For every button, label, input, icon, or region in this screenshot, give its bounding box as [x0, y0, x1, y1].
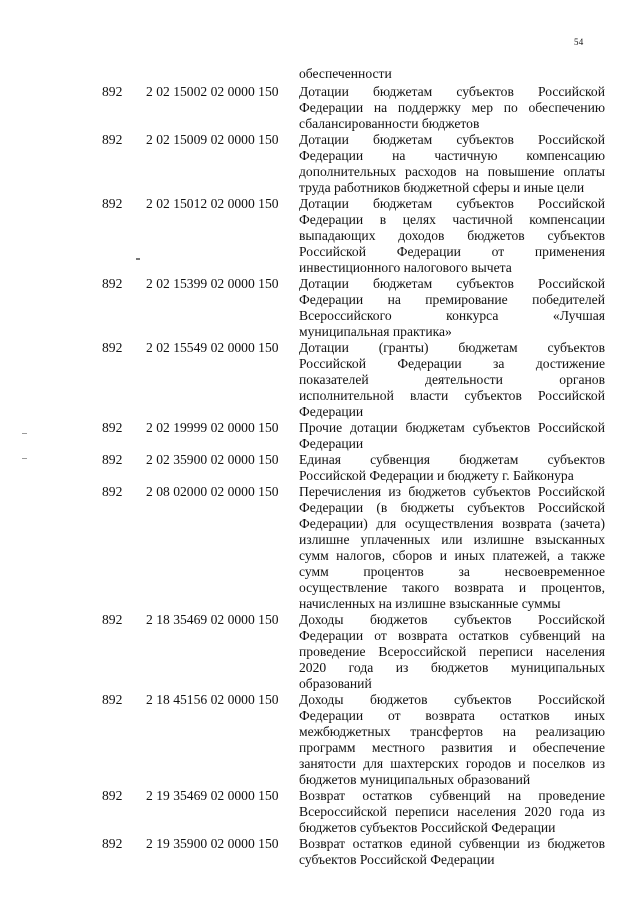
description-line: занятости для шахтерских городов и поселков из	[299, 756, 605, 771]
admin-code: 892	[102, 692, 123, 707]
income-code: 2 18 35469 02 0000 150	[146, 612, 279, 627]
description-line: выпадающих доходов бюджетов субъектов	[299, 228, 605, 243]
income-description	[299, 132, 605, 196]
description-line: программ местного развития и обеспечение	[299, 740, 605, 755]
income-code: 2 18 45156 02 0000 150	[146, 692, 279, 707]
table-row	[0, 132, 640, 196]
description-line: Дотации (гранты) бюджетам субъектов	[299, 340, 605, 355]
continued-text	[299, 66, 605, 82]
table-row	[0, 420, 640, 452]
description-line: Российской Федерации и бюджету г. Байконура	[299, 468, 574, 483]
income-description	[299, 612, 605, 692]
description-line: Перечисления из бюджетов субъектов Российской	[299, 484, 605, 499]
description-line: Российской Федерации за достижение	[299, 356, 605, 371]
description-line: осуществление такого возврата и процентов,	[299, 580, 605, 595]
description-line: Федерации) для осуществления возврата (зачета)	[299, 516, 605, 531]
income-description	[299, 836, 605, 868]
description-line: образований	[299, 676, 372, 691]
description-line: Федерации	[299, 436, 364, 451]
scan-mark	[22, 458, 27, 459]
admin-code: 892	[102, 484, 123, 499]
description-line: Федерации в целях частичной компенсации	[299, 212, 605, 227]
table-row	[0, 692, 640, 788]
income-code: 2 02 15012 02 0000 150	[146, 196, 279, 211]
description-line: исполнительной власти субъектов Российской	[299, 388, 605, 403]
income-description	[299, 692, 605, 788]
description-line: Дотации бюджетам субъектов Российской	[299, 84, 605, 99]
income-description	[299, 340, 605, 420]
description-line: сбалансированности бюджетов	[299, 116, 480, 131]
description-line: Прочие дотации бюджетам субъектов Российской	[299, 420, 605, 435]
description-line: Федерации на поддержку мер по обеспечению	[299, 100, 605, 115]
table-row	[0, 452, 640, 484]
income-code: 2 08 02000 02 0000 150	[146, 484, 279, 499]
income-code: 2 02 19999 02 0000 150	[146, 420, 279, 435]
income-code: 2 19 35469 02 0000 150	[146, 788, 279, 803]
income-code: 2 19 35900 02 0000 150	[146, 836, 279, 851]
description-line: Российской Федерации от применения	[299, 244, 605, 259]
income-code: 2 02 15002 02 0000 150	[146, 84, 279, 99]
description-line: дополнительных расходов на повышение оплаты	[299, 164, 605, 179]
table-row	[0, 612, 640, 692]
description-line: Дотации бюджетам субъектов Российской	[299, 132, 605, 147]
admin-code: 892	[102, 84, 123, 99]
description-line: начисленных на излишне взысканные суммы	[299, 596, 561, 611]
description-line: Возврат остатков субвенций на проведение	[299, 788, 605, 803]
admin-code: 892	[102, 420, 123, 435]
description-line: Федерации от возврата остатков иных	[299, 708, 605, 723]
admin-code: 892	[102, 452, 123, 467]
description-line: Всероссийского конкурса «Лучшая	[299, 308, 605, 323]
table-row	[0, 340, 640, 420]
income-code: 2 02 15399 02 0000 150	[146, 276, 279, 291]
table-row	[0, 276, 640, 340]
description-line: Федерации на частичную компенсацию	[299, 148, 605, 163]
income-description	[299, 452, 605, 484]
admin-code: 892	[102, 196, 123, 211]
description-line: Доходы бюджетов субъектов Российской	[299, 612, 605, 627]
admin-code: 892	[102, 276, 123, 291]
description-line: межбюджетных трансфертов на реализацию	[299, 724, 605, 739]
admin-code: 892	[102, 340, 123, 355]
table-row	[0, 836, 640, 868]
description-line: 2020 года из бюджетов муниципальных	[299, 660, 605, 675]
income-description	[299, 420, 605, 452]
description-line: бюджетов муниципальных образований	[299, 772, 531, 787]
scan-mark	[22, 433, 27, 434]
description-line: инвестиционного налогового вычета	[299, 260, 512, 275]
description-line: Всероссийской переписи населения 2020 года из	[299, 804, 605, 819]
description-line: Федерации от возврата остатков субвенций на	[299, 628, 605, 643]
description-line: муниципальная практика»	[299, 324, 452, 339]
description-line: труда работников бюджетной сферы и иные цели	[299, 180, 585, 195]
description-line: сумм процентов за несвоевременное	[299, 564, 605, 579]
income-description	[299, 484, 605, 612]
admin-code: 892	[102, 132, 123, 147]
description-line: Федерации на премирование победителей	[299, 292, 605, 307]
description-line: Федерации	[299, 404, 364, 419]
income-code: 2 02 35900 02 0000 150	[146, 452, 279, 467]
income-description	[299, 196, 605, 276]
description-line: Федерации (в бюджеты субъектов Российской	[299, 500, 605, 515]
description-line: субъектов Российской Федерации	[299, 852, 495, 867]
description-line: излишне уплаченных или излишне взысканных	[299, 532, 605, 547]
description-line: проведение Всероссийской переписи населения	[299, 644, 605, 659]
table-row	[0, 196, 640, 276]
description-line: Дотации бюджетам субъектов Российской	[299, 276, 605, 291]
description-line: бюджетов субъектов Российской Федерации	[299, 820, 556, 835]
continued-line: обеспеченности	[299, 66, 392, 81]
table-row	[0, 788, 640, 836]
description-line: Доходы бюджетов субъектов Российской	[299, 692, 605, 707]
scan-mark	[136, 258, 140, 260]
table-row	[0, 484, 640, 612]
table-row	[0, 84, 640, 132]
admin-code: 892	[102, 836, 123, 851]
income-code: 2 02 15009 02 0000 150	[146, 132, 279, 147]
income-description	[299, 276, 605, 340]
admin-code: 892	[102, 612, 123, 627]
page-number: 54	[574, 37, 584, 47]
income-description	[299, 788, 605, 836]
description-line: Дотации бюджетам субъектов Российской	[299, 196, 605, 211]
description-line: сумм налогов, сборов и иных платежей, а также	[299, 548, 605, 563]
description-line: Возврат остатков единой субвенции из бюджетов	[299, 836, 605, 851]
income-description	[299, 84, 605, 132]
budget-code-table	[0, 84, 640, 868]
income-code: 2 02 15549 02 0000 150	[146, 340, 279, 355]
description-line: показателей деятельности органов	[299, 372, 605, 387]
description-line: Единая субвенция бюджетам субъектов	[299, 452, 605, 467]
admin-code: 892	[102, 788, 123, 803]
